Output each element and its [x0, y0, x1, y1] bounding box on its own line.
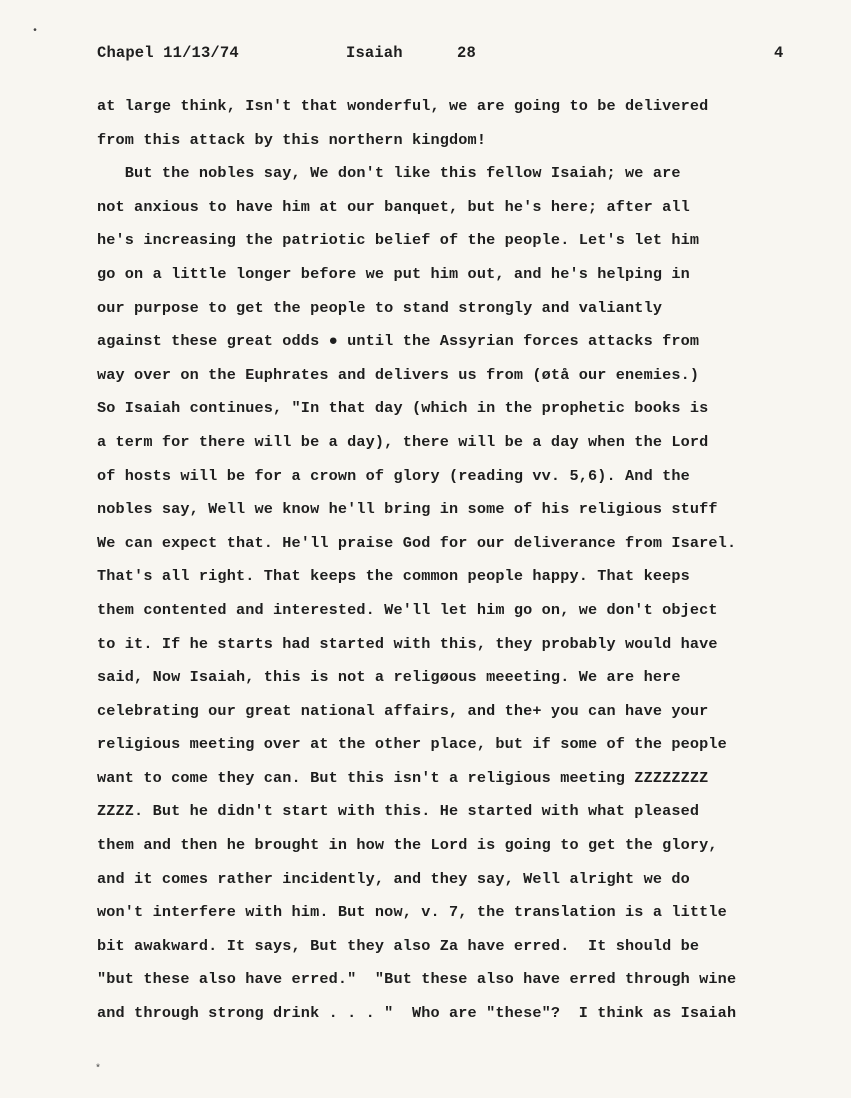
header-date: Chapel 11/13/74 [97, 44, 239, 62]
text-line: them contented and interested. We'll let him go on, we don't object [97, 600, 718, 619]
text-line: won't interfere with him. But now, v. 7, the translation is a little [97, 903, 727, 922]
text-line: So Isaiah continues, "In that day (which in the prophetic books is [97, 399, 709, 418]
text-line: ZZZZ. But he didn't start with this. He started with what pleased [97, 802, 700, 821]
text-line: and it comes rather incidently, and they say, Well alright we do [97, 869, 690, 888]
text-line: not anxious to have him at our banquet, but he's here; after all [97, 197, 690, 216]
text-line: But the nobles say, We don't like this fellow Isaiah; we are [97, 164, 681, 183]
text-line: said, Now Isaiah, this is not a religøous meeeting. We are here [97, 668, 681, 687]
text-line: want to come they can. But this isn't a religious meeting ZZZZZZZZ [97, 768, 709, 787]
text-line: religious meeting over at the other place, but if some of the people [97, 735, 727, 754]
text-line: nobles say, Well we know he'll bring in some of his religious stuff [97, 500, 718, 519]
body-text [97, 90, 807, 1031]
text-line: a term for there will be a day), there will be a day when the Lord [97, 432, 709, 451]
text-line: to it. If he starts had started with this, they probably would have [97, 634, 718, 653]
text-line: he's increasing the patriotic belief of the people. Let's let him [97, 231, 700, 250]
header-page-number: 4 [774, 44, 784, 62]
stray-mark-bottom: * [95, 1064, 102, 1075]
stray-mark-top: • [32, 26, 39, 37]
text-line: and through strong drink . . . " Who are "these"? I think as Isaiah [97, 1004, 737, 1023]
text-line: celebrating our great national affairs, and the+ you can have your [97, 701, 709, 720]
text-line: of hosts will be for a crown of glory (reading vv. 5,6). And the [97, 466, 690, 485]
text-line: bit awakward. It says, But they also Za have erred. It should be [97, 936, 700, 955]
header-chapter: 28 [457, 44, 476, 62]
text-line: That's all right. That keeps the common people happy. That keeps [97, 567, 690, 586]
text-line: go on a little longer before we put him out, and he's helping in [97, 264, 690, 283]
text-line: them and then he brought in how the Lord is going to get the glory, [97, 836, 718, 855]
text-line: against these great odds ● until the Assyrian forces attacks from [97, 332, 700, 351]
header-book: Isaiah [346, 44, 403, 62]
text-line: We can expect that. He'll praise God for our deliverance from Isarel. [97, 533, 737, 552]
text-line: at large think, Isn't that wonderful, we are going to be delivered [97, 97, 709, 115]
text-line: our purpose to get the people to stand strongly and valiantly [97, 298, 663, 317]
text-line: "but these also have erred." "But these also have erred through wine [97, 970, 737, 989]
text-line: way over on the Euphrates and delivers us from (øtå our enemies.) [97, 365, 700, 384]
text-line: from this attack by this northern kingdom! [97, 130, 487, 149]
